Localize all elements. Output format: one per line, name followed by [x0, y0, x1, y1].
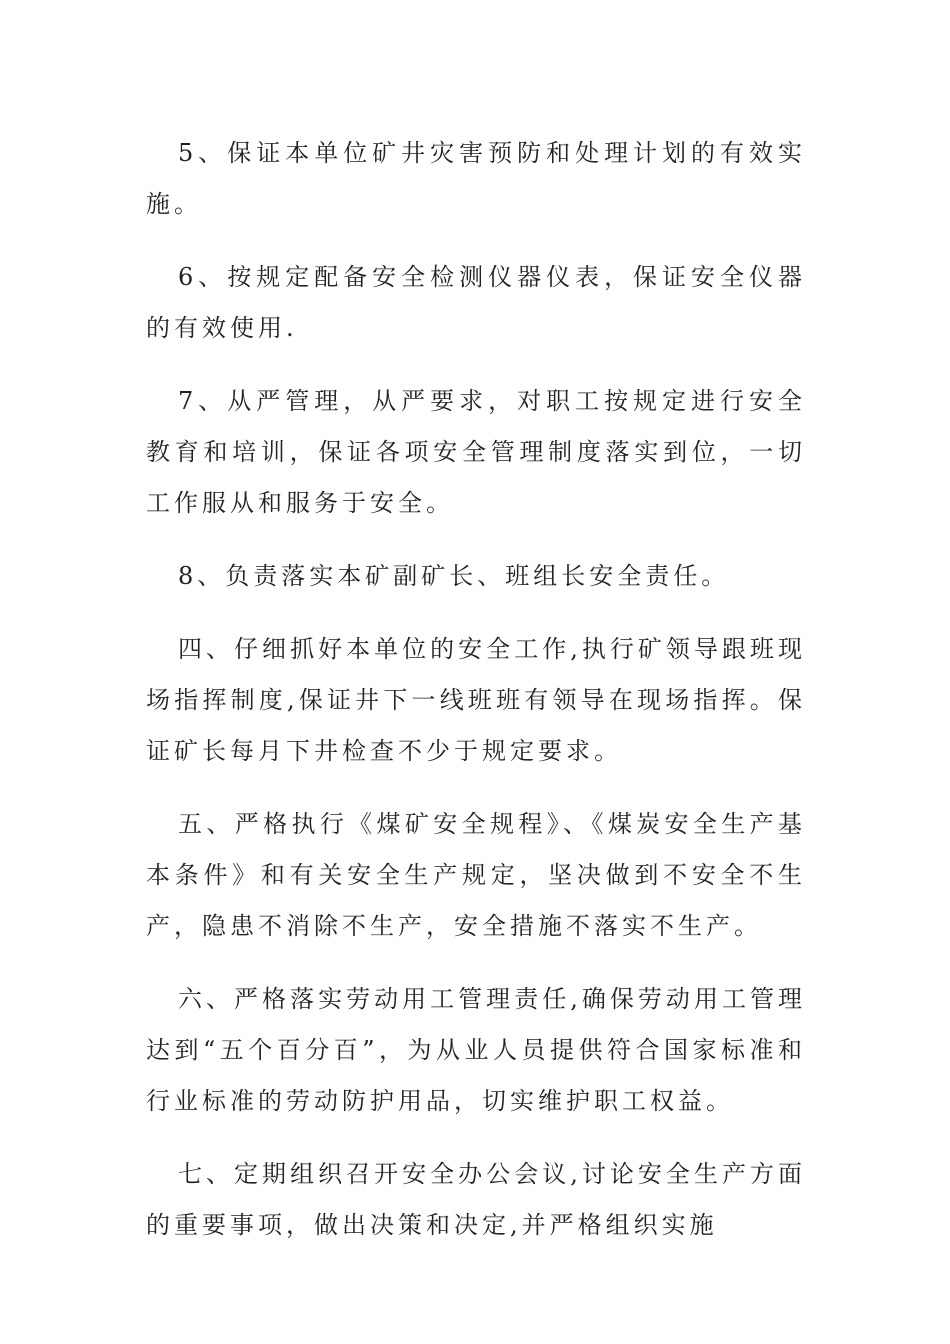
paragraph-section-5: 五、严格执行《煤矿安全规程》、《煤炭安全生产基本条件》和有关安全生产规定，坚决做到不安全不生产，隐患不消除不生产，安全措施不落实不生产。 — [146, 810, 806, 940]
paragraph-section-7: 七、定期组织召开安全办公会议,讨论安全生产方面的重要事项，做出决策和决定,并严格组织实施 — [146, 1160, 806, 1239]
document-body — [146, 128, 806, 1273]
paragraph-item-8: 8、负责落实本矿副矿长、班组长安全责任。 — [178, 562, 730, 590]
paragraph-item-7: 7、从严管理，从严要求，对职工按规定进行安全教育和培训，保证各项安全管理制度落实到位，一切工作服从和服务于安全。 — [146, 387, 806, 517]
paragraph-item-6: 6、按规定配备安全检测仪器仪表，保证安全仪器的有效使用. — [146, 263, 806, 342]
paragraph-item-5: 5、保证本单位矿井灾害预防和处理计划的有效实施。 — [146, 139, 806, 218]
paragraph-section-4: 四、仔细抓好本单位的安全工作,执行矿领导跟班现场指挥制度,保证井下一线班班有领导在现场指挥。保证矿长每月下井检查不少于规定要求。 — [146, 635, 806, 765]
paragraph-section-6: 六、严格落实劳动用工管理责任,确保劳动用工管理达到“五个百分百”，为从业人员提供符合国家标准和行业标准的劳动防护用品，切实维护职工权益。 — [146, 985, 806, 1115]
